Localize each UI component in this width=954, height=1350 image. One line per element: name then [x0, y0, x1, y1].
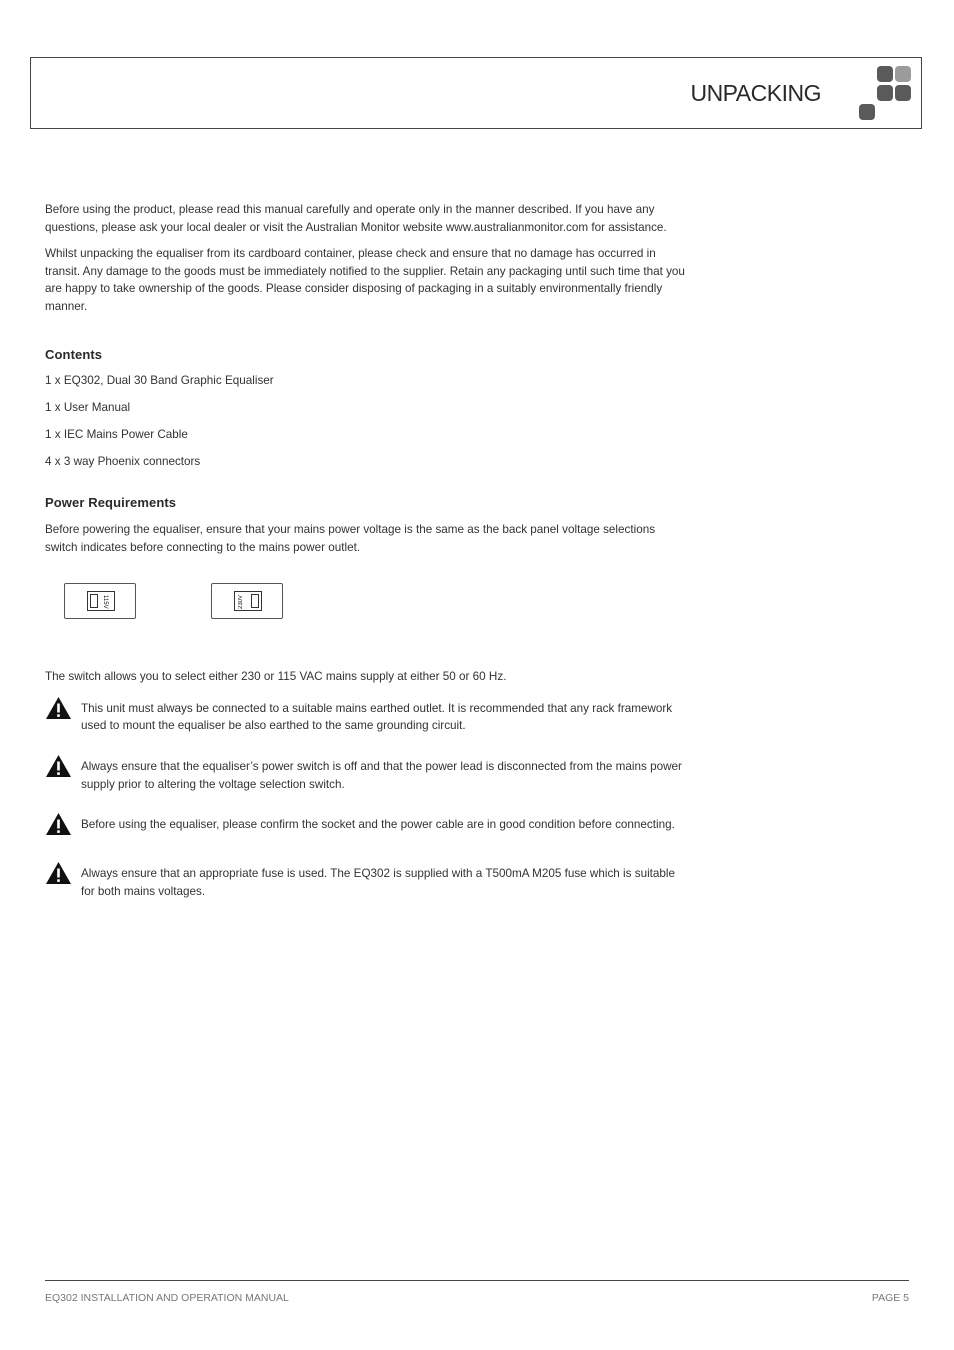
warning-icon	[45, 861, 72, 885]
warning-text: This unit must always be connected to a suitable mains earthed outlet. It is recommended that any rack framework used to mount the equaliser be also earthed to the same grounding circuit.	[81, 701, 673, 733]
switch-label: 115V	[102, 595, 108, 609]
power-paragraph: The switch allows you to select either 230 or 115 VAC mains supply at either 50 or 60 Hz.	[45, 670, 507, 684]
voltage-switch-230	[211, 583, 283, 619]
footer-divider	[45, 1280, 909, 1281]
logo-square	[877, 66, 893, 82]
warning-icon	[45, 754, 72, 778]
voltage-switch-115	[64, 583, 136, 619]
list-item: 1 x IEC Mains Power Cable	[45, 427, 188, 441]
switch-knob	[90, 594, 98, 608]
logo-square	[877, 85, 893, 101]
warning-icon	[45, 812, 72, 836]
switch-housing	[234, 591, 262, 611]
warning-note	[45, 700, 685, 735]
warning-note	[45, 816, 685, 850]
warning-icon	[45, 696, 72, 720]
page-title: UNPACKING	[690, 80, 821, 106]
warning-text: Before using the equaliser, please confirm the socket and the power cable are in good condition before connecting.	[81, 818, 675, 832]
list-item: 4 x 3 way Phoenix connectors	[45, 454, 201, 468]
switch-housing	[87, 591, 115, 611]
intro-paragraph: Whilst unpacking the equaliser from its cardboard container, please check and ensure that no damage has occurred in transit. Any damage to the goods must be immediately notified to the supplier. Retain any packaging until such time that you are happy to take ownership of the goods. Please consider disposing of packaging in a suitably environmentally friendly manner.	[45, 247, 685, 313]
warning-text: Always ensure that the equaliser’s power switch is off and that the power lead is disconnected from the mains power supply prior to altering the voltage selection switch.	[81, 759, 682, 791]
switch-knob	[251, 594, 259, 608]
intro-paragraph: Before using the product, please read this manual carefully and operate only in the manner described. If you have any questions, please ask your local dealer or visit the Australian Monitor website www.australianmonitor.com for assistance.	[45, 203, 667, 234]
logo-square	[859, 104, 875, 120]
switch-label: 230V	[238, 595, 244, 610]
contents-heading: Contents	[45, 346, 103, 362]
warning-text: Always ensure that an appropriate fuse is used. The EQ302 is supplied with a T500mA M205 fuse which is suitable for both mains voltages.	[81, 867, 676, 898]
list-item: 1 x EQ302, Dual 30 Band Graphic Equaliser	[45, 374, 274, 388]
list-item: 1 x User Manual	[45, 401, 131, 415]
warning-note	[45, 758, 685, 793]
warning-note	[45, 865, 685, 900]
footer-page-number: PAGE 5	[871, 1292, 909, 1304]
power-heading: Power Requirements	[45, 495, 177, 511]
voltage-switch-diagram	[45, 570, 685, 650]
power-paragraph: Before powering the equaliser, ensure that your mains power voltage is the same as the back panel voltage selections switch indicates before connecting to the mains power outlet.	[45, 523, 656, 554]
footer-manual-title: EQ302 INSTALLATION AND OPERATION MANUAL	[45, 1292, 289, 1304]
main-content	[45, 201, 685, 915]
page-header	[30, 57, 922, 129]
logo-square	[895, 66, 911, 82]
brand-logo-icon	[857, 66, 917, 122]
logo-square	[895, 85, 911, 101]
